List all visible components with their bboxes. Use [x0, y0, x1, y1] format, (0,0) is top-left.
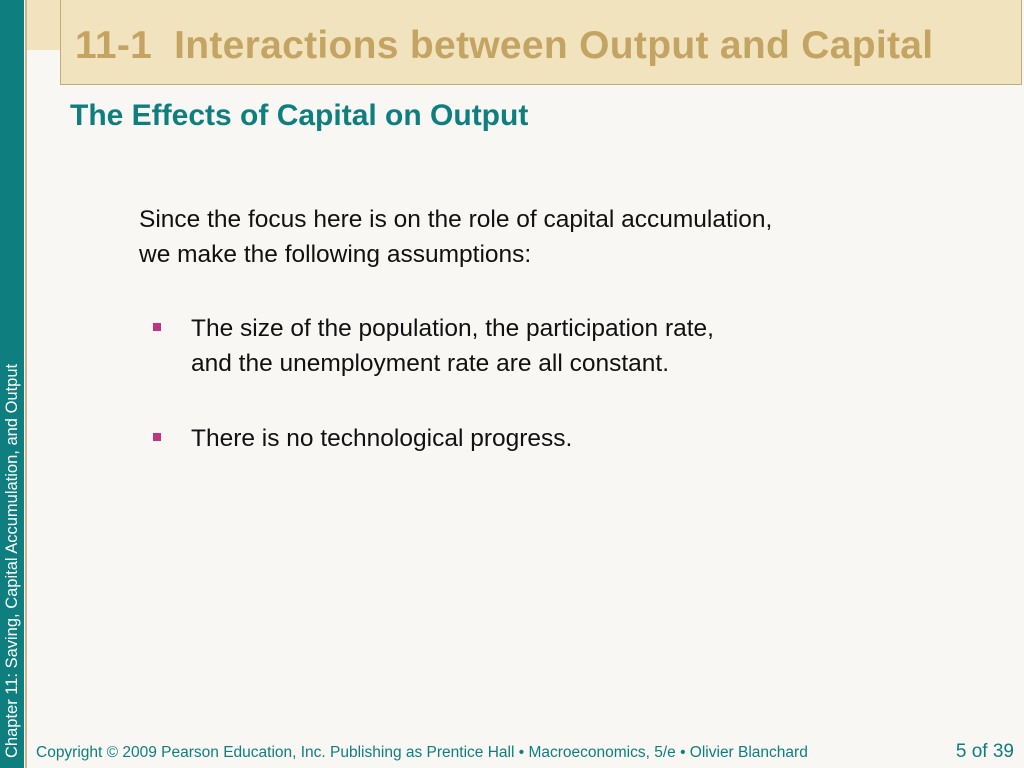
slide-title	[75, 24, 933, 68]
bullet-2-line-1: There is no technological progress.	[191, 425, 573, 452]
title-banner	[60, 0, 1022, 85]
section-number: 11-1	[75, 24, 153, 67]
bullet-1-line-2: and the unemployment rate are all constant.	[191, 350, 670, 377]
footer-copyright: Copyright © 2009 Pearson Education, Inc. Publishing as Prentice Hall • Macroeconomics, 5/e • Olivier Blanchard	[36, 744, 808, 761]
bullet-item-1	[191, 311, 971, 381]
decorative-square	[27, 0, 60, 50]
bullet-1-line-1: The size of the population, the participation rate,	[191, 315, 714, 342]
intro-line-1: Since the focus here is on the role of capital accumulation,	[139, 206, 773, 233]
intro-paragraph	[139, 202, 939, 272]
section-title: Interactions between Output and Capital	[174, 24, 934, 67]
page-indicator: 5 of 39	[955, 741, 1014, 762]
bullet-item-2	[191, 421, 971, 456]
bullet-marker	[153, 433, 161, 441]
intro-line-2: we make the following assumptions:	[139, 241, 532, 268]
bullet-marker	[153, 323, 161, 331]
sidebar-divider	[25, 0, 27, 768]
chapter-label: Chapter 11: Saving, Capital Accumulation, and Output	[3, 363, 21, 758]
slide-subtitle: The Effects of Capital on Output	[70, 99, 529, 132]
